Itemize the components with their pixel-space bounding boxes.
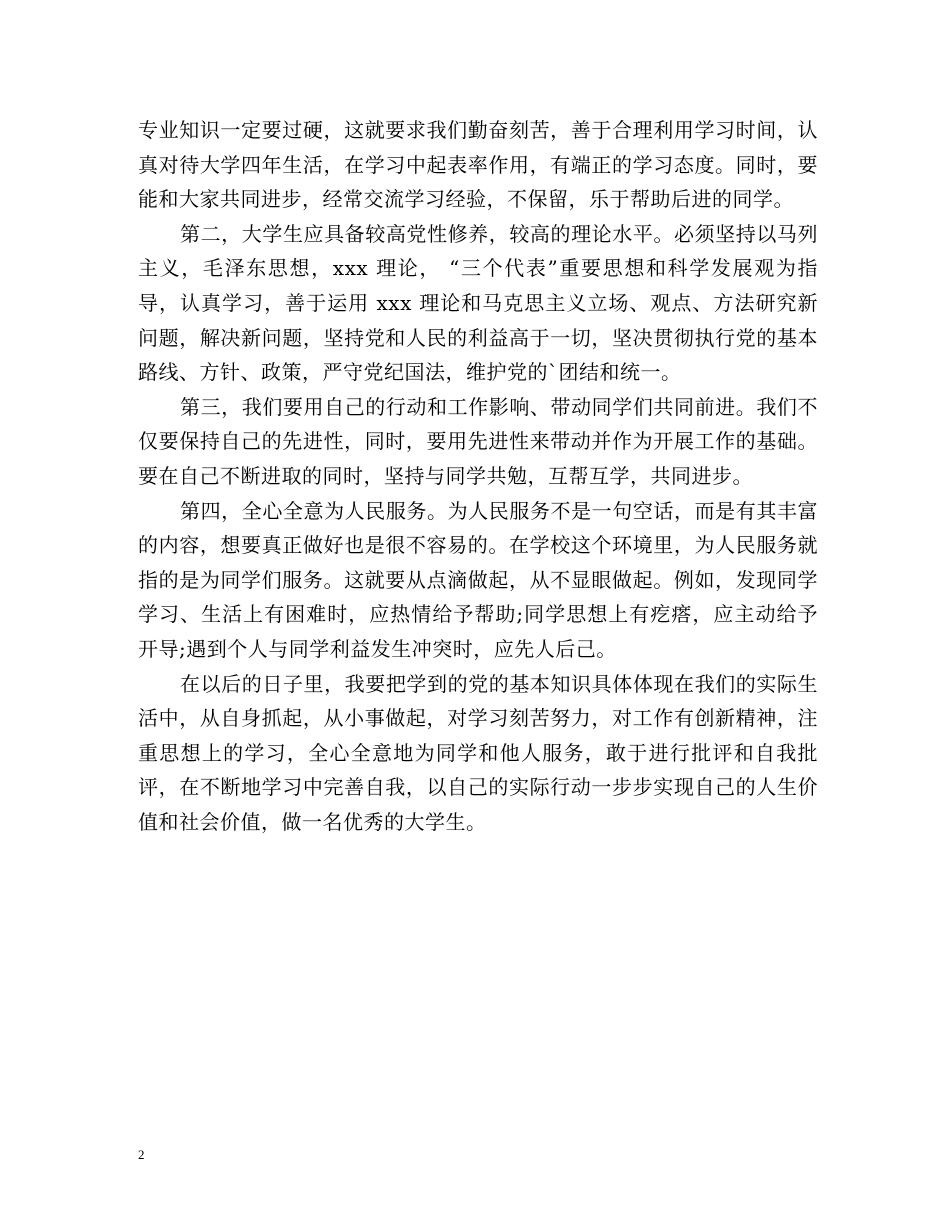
page-number: 2: [138, 1147, 145, 1162]
paragraph-1: 专业知识一定要过硬，这就要求我们勤奋刻苦，善于合理利用学习时间，认真对待大学四年生活，在学习中起表率作用，有端正的学习态度。同时，要能和大家共同进步，经常交流学习经验，不保留，乐于帮助后进的同学。: [138, 118, 818, 212]
paragraph-5: 在以后的日子里，我要把学到的党的基本知识具体体现在我们的实际生活中，从自身抓起，从小事做起，对学习刻苦努力，对工作有创新精神，注重思想上的学习，全心全意地为同学和他人服务，敢于进行批评和自我批评，在不断地学习中完善自我，以自己的实际行动一步步实现自己的人生价值和社会价值，做一名优秀的大学生。: [138, 671, 818, 834]
paragraph-3: 第三，我们要用自己的行动和工作影响、带动同学们共同前进。我们不仅要保持自己的先进性，同时，要用先进性来带动并作为开展工作的基础。要在自己不断进取的同时，坚持与同学共勉，互帮互学，共同进步。: [138, 394, 818, 488]
paragraph-2: 第二，大学生应具备较高党性修养，较高的理论水平。必须坚持以马列主义，毛泽东思想，xxx 理论， “三个代表”重要思想和科学发展观为指导，认真学习，善于运用 xxx 理论和马克思主义立场、观点、方法研究新问题，解决新问题，坚持党和人民的利益高于一切，坚决贯彻执行党的基本路线、方针、政策，严守党纪国法，维护党的`团结和统一。: [138, 221, 818, 385]
document-body: [138, 113, 818, 839]
paragraph-4: 第四，全心全意为人民服务。为人民服务不是一句空话，而是有其丰富的内容，想要真正做好也是很不容易的。在学校这个环境里，为人民服务就指的是为同学们服务。这就要从点滴做起，从不显眼做起。例如，发现同学学习、生活上有困难时，应热情给予帮助;同学思想上有疙瘩，应主动给予开导;遇到个人与同学利益发生冲突时，应先人后己。: [138, 498, 818, 661]
